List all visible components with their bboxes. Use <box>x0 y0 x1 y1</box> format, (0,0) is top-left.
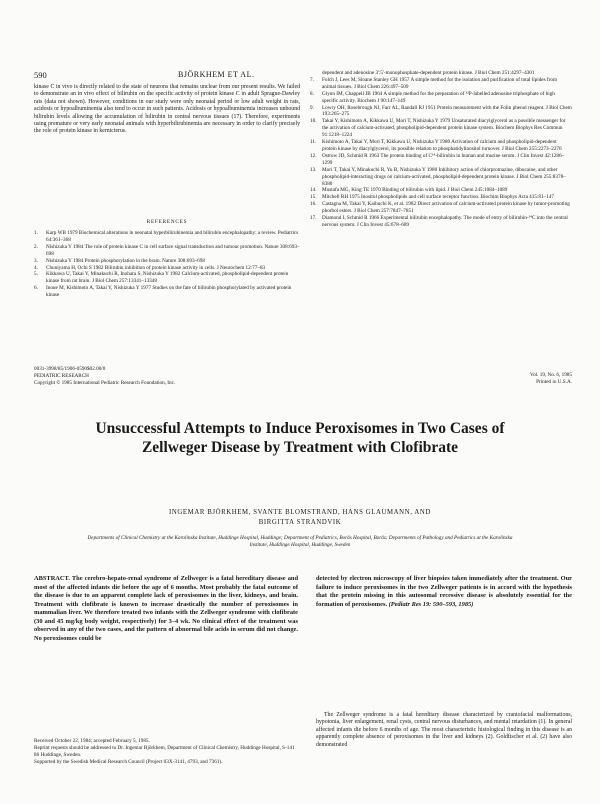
abstract-citation: (Pediatr Res 19: 590–593, 1985) <box>388 600 474 608</box>
reference-item: 17. Diamond I, Schmid R 1966 Experimental bilirubin encephalopathy. The mode of entry of bilirubin-¹⁴C into the central nervous system. J Clin Invest 45:678–689 <box>310 215 568 228</box>
footnote: Received October 22, 1984; accepted February 5, 1985. Reprint requests should be addressed to Dr. Ingemar Björkhem, Department of Clinical Chemistry, Huddinge Hospital, S-141 86 Huddinge, Sweden. Supported by the Swedish Medical Research Council (Project 03X-3141, 4793, and 7361). <box>34 738 295 765</box>
abstract-label: ABSTRACT. <box>34 575 70 582</box>
reference-item: 1. Karp WB 1979 Biochemical alterations in neonatal hyperbilirubinemia and bilirubin encephalopathy: a review. Pediatrics 64:361–368 <box>34 230 299 243</box>
reference-item: 13. Mori T, Takai Y, Minakuchi R, Yu B, Nishizuka Y 1980 Inhibitory action of chlorpromazine, dibucaine, and other phospholipid-interacting drugs on calcium-activated, phospholipid-dependent protein kinase. J Biol Chem 255:8378–8380 <box>310 166 566 187</box>
reference-item: 3. Nishizuka Y 1984 Protein phosphorylation in the brain. Nature 308:693–698 <box>34 257 205 264</box>
reference-item: 12. Ostrow JD, Schmid R 1963 The protein binding of C¹⁴-bilirubin in human and murine serum. J Clin Invest 42:1286–1299 <box>310 152 565 166</box>
authors: INGEMAR BJÖRKHEM, SVANTE BLOMSTRAND, HANS GLAUMANN, AND BIRGITTA STRANDVIK <box>169 509 431 526</box>
previous-article-text <box>34 84 300 136</box>
references-heading: REFERENCES <box>146 219 188 225</box>
references-left-column <box>34 230 300 299</box>
reference-item: 11. Kishimoto A, Takai Y, Mori T, Kikkawa U, Nishizuka Y 1980 Activation of calcium and phospholipid-dependent protein kinase by diacylglycerol, its possible relation to phosphatidylinositol turnover. J Biol Chem 255:2273–2276 <box>310 139 562 152</box>
page-number: 590 <box>34 70 47 80</box>
reference-item: 5. Kikkawa U, Takai Y, Minakuchi R, Inohara S, Nishizuka Y 1982 Calcium-activated, phospholipid-dependent protein kinase from rat brain. J Biol Chem 257:13341–13348 <box>34 271 289 285</box>
reference-item: 7. Folch J, Lees M, Sloane Stanley GH 1957 A simple method for the isolation and purification of total lipides from animal tissues. J Biol Chem 226:497–509 <box>310 76 557 90</box>
reference-item: 4. Chuniyama H, Ochi S 1982 Bilirubin inhibition of protein kinase activity in cells. J Neurochem 12:77–83 <box>34 264 266 271</box>
journal-meta: 0031-3998/85/1906-0590$02.00/0 PEDIATRIC RESEARCH Copyright © 1985 International Pediatric Research Foundation, Inc. <box>34 366 176 386</box>
reference-item: 6. Inoue M, Kishimoto A, Takai Y, Nishizuka Y 1977 Studies on the fate of bilirubin phosphorylated by activated protein kinase <box>34 285 292 299</box>
abstract-text: The cerebro-hepato-renal syndrome of Zellweger is a fatal hereditary disease and most of the affected infants die before the age of 6 months. Most probably the fatal outcome of the disease is due to an apparent complete lack of peroxisomes in the liver, kidneys, and brain. Treatment with clofibrate is known to increase drastically the number of peroxisomes in mammalian liver. We therefore treated two infants with the Zellweger syndrome with clofibrate (30 and 45 mg/kg body weight, respectively) for 3–4 wk. No clinical effect of the treatment was observed in any of the two cases, and the pattern of abnormal bile acids in serum did not change. No peroxisomes could be <box>34 575 299 642</box>
reference-item: 14. Mustafa MG, King TE 1970 Binding of bilirubin with lipid. J Biol Chem 245:1084–1089 <box>310 187 508 194</box>
reference-item: 9. Lowry OH, Rosebrough NJ, Farr AL, Randall RJ 1951 Protein measurement with the Folin phenol reagent. J Biol Chem 193:265–275 <box>310 104 572 118</box>
running-head: BJÖRKHEM ET AL. <box>178 70 255 79</box>
article-title: Unsuccessful Attempts to Induce Peroxisomes in Two Cases of Zellweger Disease by Treatment with Clofibrate <box>95 420 505 456</box>
abstract-text-continued: detected by electron microscopy of liver biopsies taken immediately after the treatment. Our failure to induce peroxisomes in the two Zellweger patients is in accord with the hypothesis that the protein missing in this autosomal recessive disease is absolutely essential for the formation of peroxisomes. <box>316 575 572 608</box>
references-right-column <box>310 70 572 229</box>
reference-item: 8. Glynn IM, Chappell JB 1964 A simple method for the preparation of ³²P-labelled adenosine triphosphate of high specific activity. Biochem J 90:147–149 <box>310 90 555 104</box>
reference-item: 15. Mitchell RH 1975 Inositol phospholipids and cell surface receptor function. Biochim Biophys Acta 415:81–147 <box>310 194 554 201</box>
reference-item: 10. Takai Y, Kishimoto A, Kikkawa U, Mori T, Nishizuka Y 1979 Unsaturated diacylglycerol as a possible messenger for the activation of calcium-activated, phospholipid-dependent protein kinase system. Biochem Biophys Res Commun 91:1218–1224 <box>310 118 566 139</box>
reference-item: 16. Castagna M, Takai Y, Kaibuchi K, et al. 1982 Direct activation of calcium-activated protein kinase by tumor-promoting phorbol esters. J Biol Chem 257:7847–7851 <box>310 201 570 215</box>
abstract-left <box>34 575 298 643</box>
reference-item: 2. Nishizuka Y 1984 The role of protein kinase C in cell surface signal transduction and tumour promotion. Nature 308:693–698 <box>34 243 300 257</box>
volume-info: Vol. 19, No. 6, 1985 Printed in U.S.A. <box>530 372 572 385</box>
reference-continuation: dependent and adenosine 3':5'-monophosphate-dependent protein kinase. J Biol Chem 251:4297–4301 <box>322 70 535 76</box>
affiliation: Departments of Clinical Chemistry at the Karolinska Institute, Huddinge Hospital, Huddinge; Department of Pediatrics, Borås Hospital, Borås; Departments of Pathology and Pediatrics at the Karolinska Institute, Huddinge Hospital, Huddinge, Sweden <box>87 535 513 549</box>
abstract-right <box>316 575 572 609</box>
discussion-paragraph: kinase C in vivo is directly related to the state of neurons that remains unclear from our present results. We failed to demonstrate an in vivo effect of bilirubin on the specific activity of protein kinase C in adult Sprague-Dawley rats (data not shown). However, conditions in our study were only neonatal period or low adult weight in rats, acidosis or hypoalbuminemia also tend to occur in such patients. Acidosis or hypoalbuminemia increases unbound bilirubin levels allowing the accumulation of bilirubin in central nervous tissues (17). Therefore, experiments using premature or very early neonatal animals with hyperbilirubinemia are necessary in order to clarify precisely the role of protein kinase in kernicterus. <box>34 84 300 135</box>
introduction-paragraph: The Zellweger syndrome is a fatal hereditary disease characterized by craniofacial malformations, hypotonia, liver enlargement, renal cysts, central nervous disturbances, and mental retardation (1). In general affected infants die before 6 months of age. The most characteristic histological finding in this disease is an apparently complete absence of peroxisomes in the liver and kidneys (2). Goldfischer et al. (2) have also demonstrated <box>316 712 572 748</box>
